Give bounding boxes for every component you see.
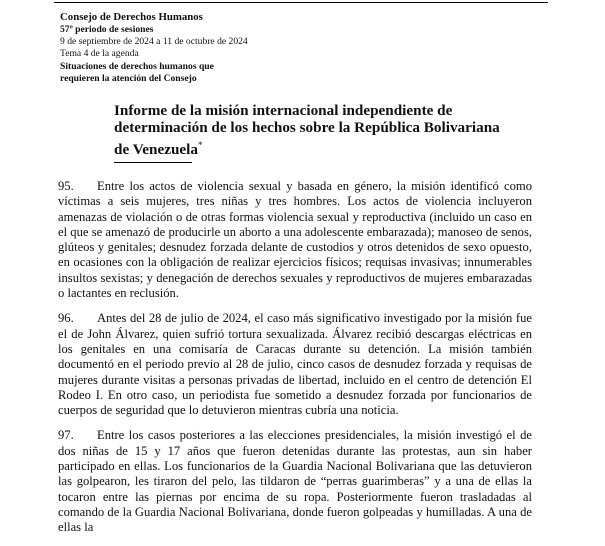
paragraph-number: 97. xyxy=(58,428,74,443)
header-session: 57º periodo de sesiones xyxy=(60,24,154,35)
paragraph-text: Entre los actos de violencia sexual y basada en género, la misión identificó como víctimas a seis mujeres, tres niñas y tres hombres. Los actos de violencia incluyeron amenazas de violación o de otras formas violencia sexual y reproductiva (incluido un caso en el que se amenazó de producirle un aborto a una adolescente embarazada); manoseo de senos, glúteos y genitales; desnudez forzada delante de custodios y otros detenidos de sexo opuesto, en ocasiones con la obligación de realizar ejercicios físicos; requisas invasivas; innumerables insultos sexistas; y denegación de derechos sexuales y reproductivos de mujeres embarazadas o lactantes en reclusión. xyxy=(58,179,532,301)
footnote-mark: * xyxy=(197,139,203,150)
document-header xyxy=(60,11,380,85)
paragraph-number: 95. xyxy=(58,179,74,193)
header-organization: Consejo de Derechos Humanos xyxy=(60,11,203,23)
paragraph-97 xyxy=(58,428,532,535)
document-body xyxy=(58,179,532,546)
report-title-line-1: Informe de la misión internacional independiente de xyxy=(114,102,453,119)
paragraph-96 xyxy=(58,311,532,418)
paragraph-number: 96. xyxy=(58,311,74,326)
report-title-line-3-text: de Venezuela xyxy=(114,140,198,158)
title-rule xyxy=(114,162,192,163)
report-title xyxy=(114,102,534,158)
header-dates: 9 de septiembre de 2024 a 11 de octubre de 2024 xyxy=(60,36,248,48)
paragraph-95 xyxy=(58,179,532,301)
header-agenda-item: Tema 4 de la agenda xyxy=(60,48,139,60)
header-agenda-title-line-2: requieren la atención del Consejo xyxy=(60,72,197,84)
header-agenda-title-line-1: Situaciones de derechos humanos que xyxy=(60,60,214,72)
paragraph-text: Entre los casos posteriores a las elecciones presidenciales, la misión investigó el de dos niñas de 15 y 17 años que fueron detenidas durante las protestas, aun sin haber participado en ellas. Los funcionarios de la Guardia Nacional Bolivariana que las detuvieron las golpearon, les tiraron del pelo, las tildaron de “perras guarimberas” y a una de ellas la tocaron entre las piernas por encima de su ropa. Posteriormente fueron trasladadas al comando de la Guardia Nacional Bolivariana, donde fueron golpeadas y humilladas. A una de ellas la xyxy=(58,428,532,535)
report-title-line-2: determinación de los hechos sobre la República Bolivariana xyxy=(114,119,500,137)
report-title-line-3 xyxy=(114,137,534,158)
paragraph-text: Antes del 28 de julio de 2024, el caso más significativo investigado por la misión fue el de John Álvarez, quien sufrió tortura sexualizada. Álvarez recibió descargas eléctricas en los genitales en una comisaría de Caracas durante su detención. La misión también documentó en el periodo previo al 28 de julio, cinco casos de desnudez forzada y requisas de mujeres durante visitas a personas privadas de libertad, incluido en el centro de detención El Rodeo I. En otro caso, un periodista fue sometido a desnudez forzada por funcionarios de cuerpos de seguridad que lo detuvieron mientras cubría una noticia. xyxy=(58,311,532,418)
header-top-rule xyxy=(54,2,548,3)
